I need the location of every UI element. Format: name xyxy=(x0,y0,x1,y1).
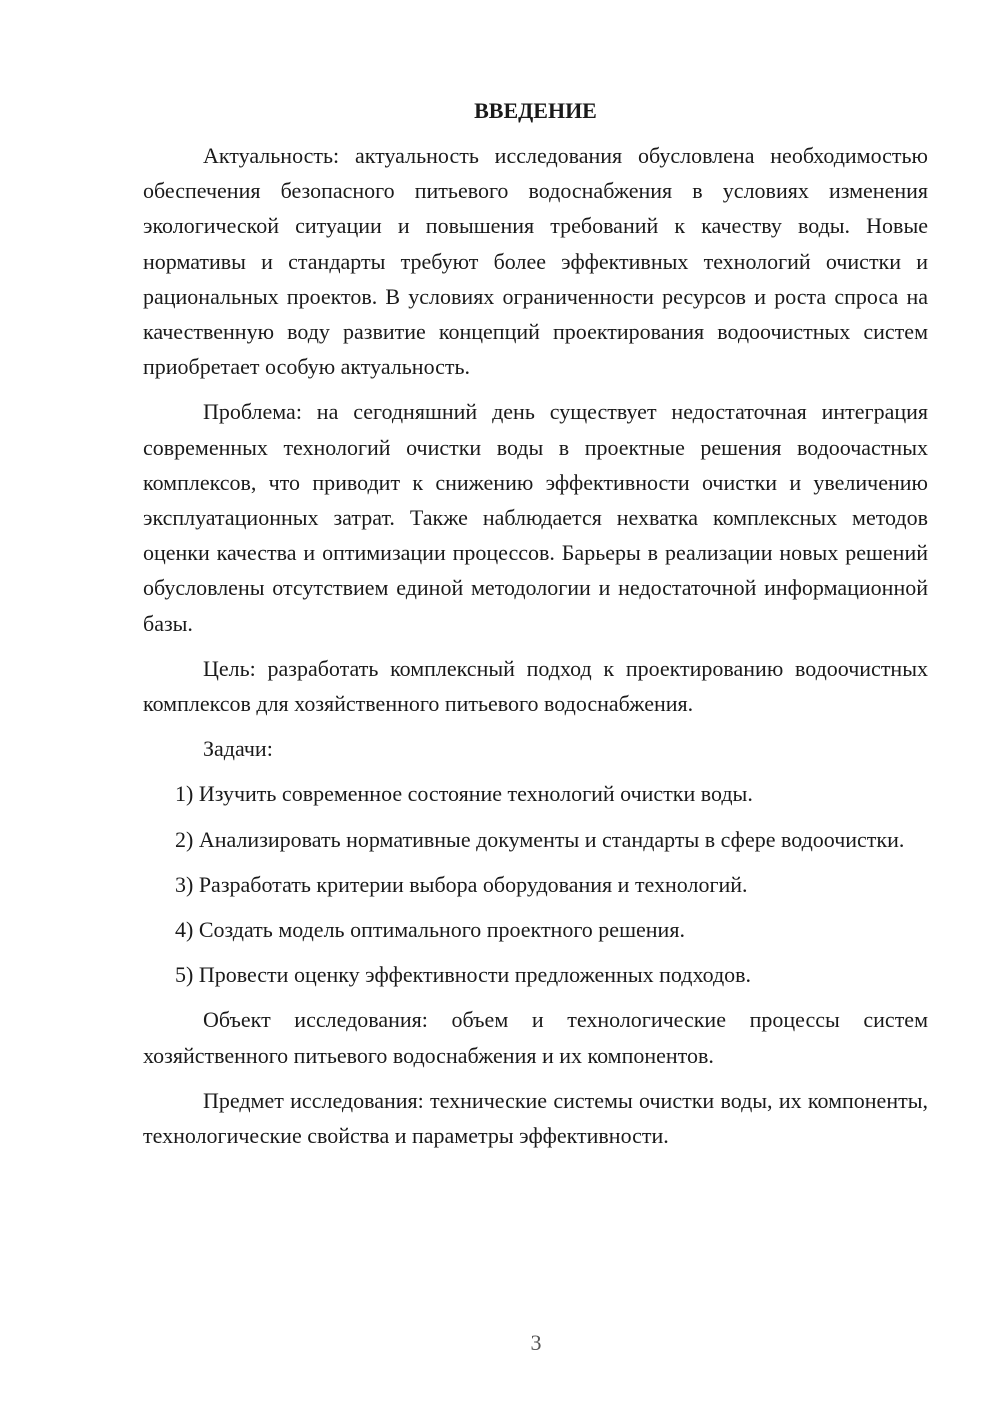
paragraph-relevance: Актуальность: актуальность исследования обусловлена необходимостью обеспечения безопасного питьевого водоснабжения в условиях изменения экологической ситуации и повышения требований к качеству воды. Новые нормативы и стандарты требуют более эффективных технологий очистки и рациональных проектов. В условиях ограниченности ресурсов и роста спроса на качественную воду развитие концепций проектирования водоочистных систем приобретает особую актуальность. xyxy=(143,143,928,380)
paragraph-problem: Проблема: на сегодняшний день существует недостаточная интеграция современных технологий очистки воды в проектные решения водоочастных комплексов, что приводит к снижению эффективности очистки и увеличению эксплуатационных затрат. Также наблюдается нехватка комплексных методов оценки качества и оптимизации процессов. Барьеры в реализации новых решений обусловлены отсутствием единой методологии и недостаточной информационной базы. xyxy=(143,399,928,636)
paragraph-object: Объект исследования: объем и технологические процессы систем хозяйственного питьевого водоснабжения и их компонентов. xyxy=(143,1007,928,1068)
page-number: 3 xyxy=(530,1330,542,1355)
tasks-label: Задачи: xyxy=(203,736,273,762)
paragraph-subject: Предмет исследования: технические системы очистки воды, их компоненты, технологические свойства и параметры эффективности. xyxy=(143,1087,928,1149)
task-item-5: 5) Провести оценку эффективности предложенных подходов. xyxy=(175,962,752,988)
task-item-1: 1) Изучить современное состояние технологий очистки воды. xyxy=(175,781,753,807)
task-item-3: 3) Разработать критерии выбора оборудования и технологий. xyxy=(175,871,748,897)
paragraph-goal: Цель: разработать комплексный подход к проектированию водоочистных комплексов для хозяйственного питьевого водоснабжения. xyxy=(143,655,928,717)
task-item-4: 4) Создать модель оптимального проектного решения. xyxy=(175,917,685,943)
task-item-2: 2) Анализировать нормативные документы и стандарты в сфере водоочистки. xyxy=(175,826,905,852)
page-title: ВВЕДЕНИЕ xyxy=(474,98,597,123)
document-page xyxy=(143,96,928,1153)
